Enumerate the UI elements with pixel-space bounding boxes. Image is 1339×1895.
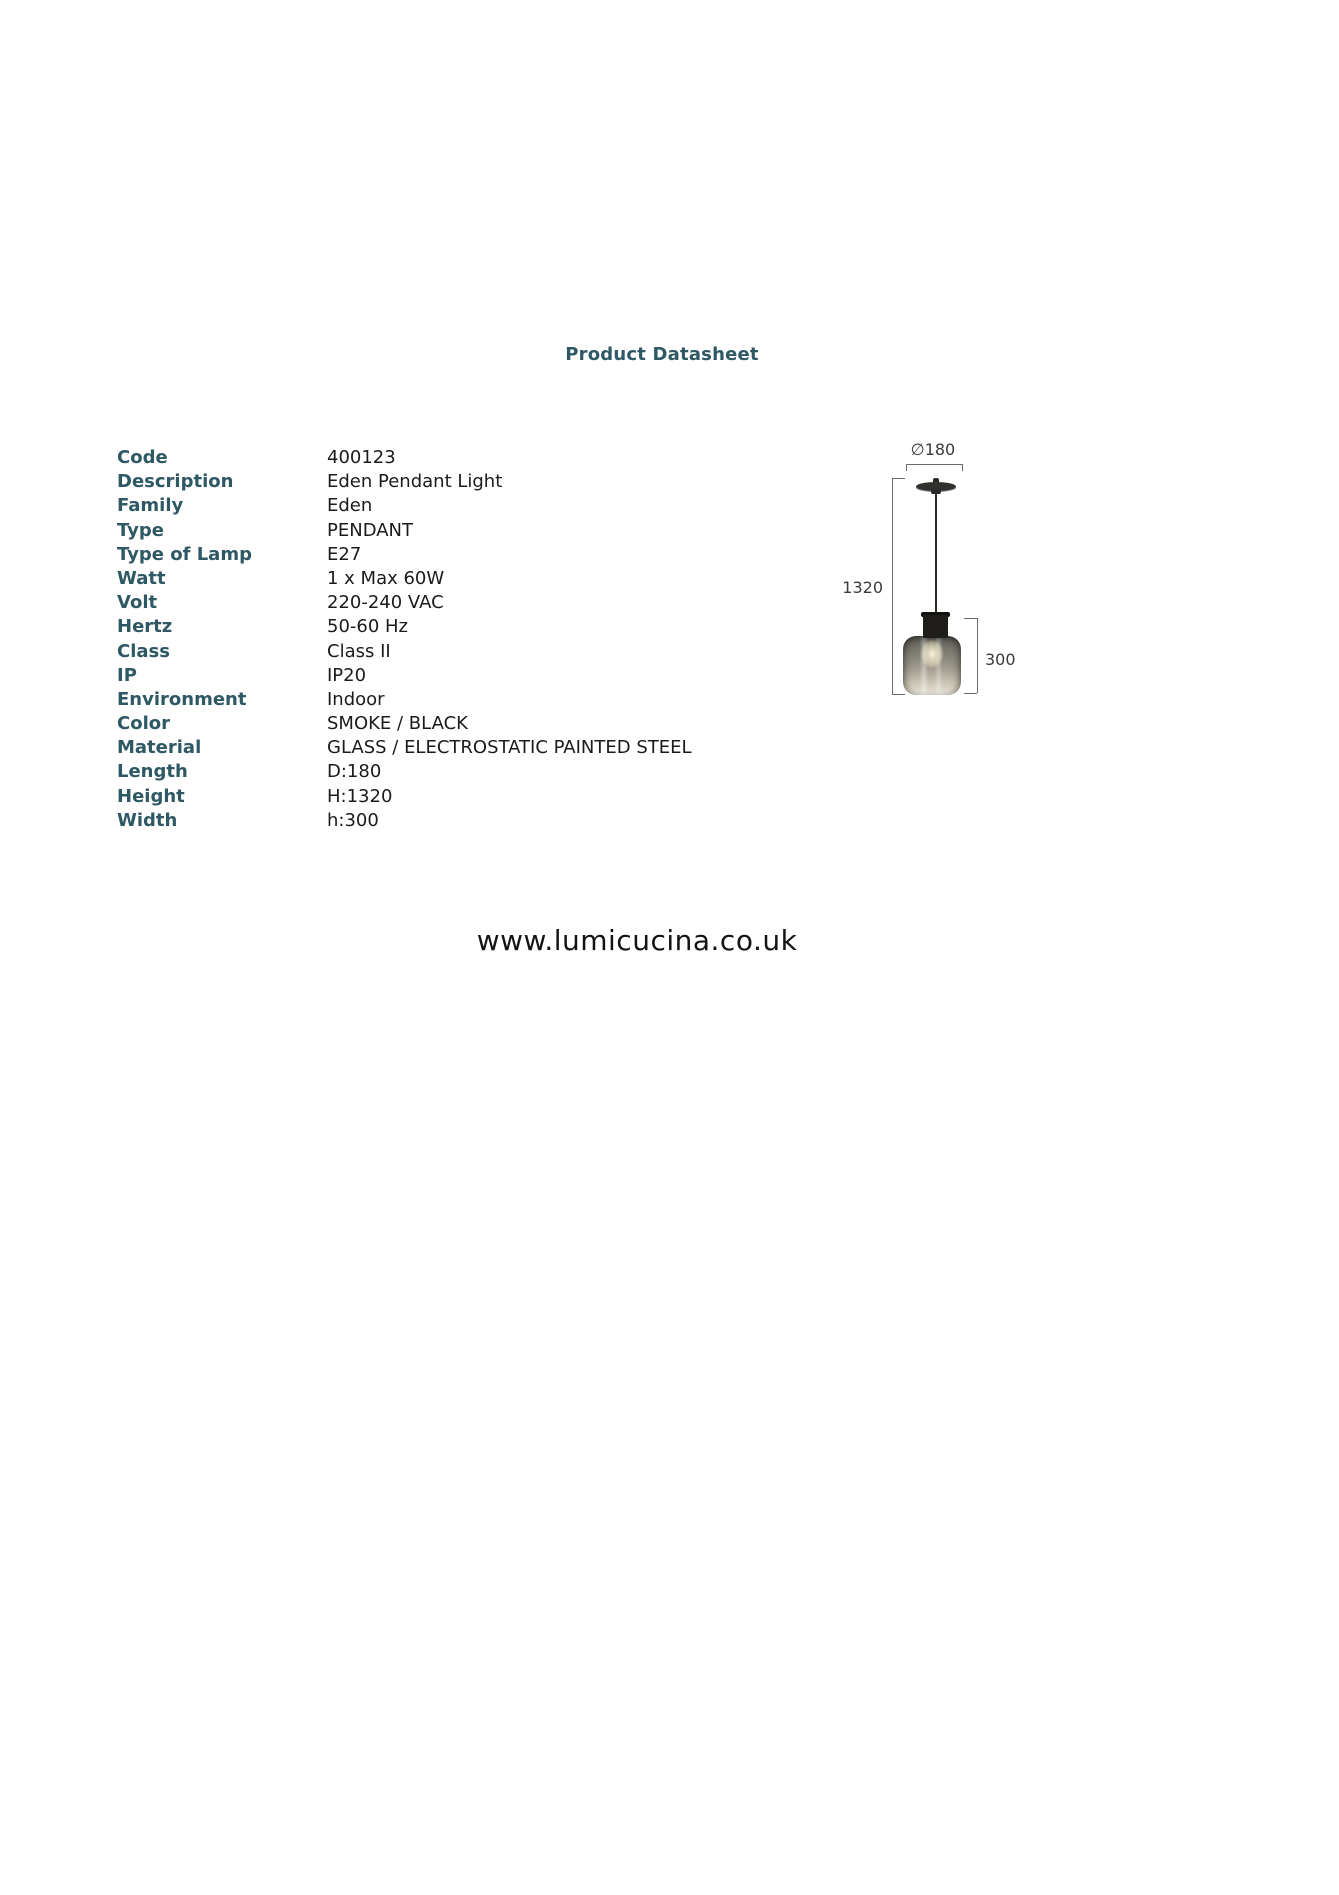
spec-value: H:1320 [327, 785, 393, 807]
spec-label: Height [117, 785, 185, 807]
spec-row [117, 470, 817, 494]
spec-value: SMOKE / BLACK [327, 713, 468, 735]
spec-table [117, 446, 817, 833]
lamp-socket [923, 615, 948, 638]
spec-value: GLASS / ELECTROSTATIC PAINTED STEEL [327, 737, 692, 759]
shade-height-dimension-line [977, 618, 978, 693]
spec-value: 220-240 VAC [327, 592, 444, 614]
suspension-cord [935, 494, 937, 616]
spec-label: Type of Lamp [117, 543, 252, 565]
spec-row [117, 736, 817, 760]
shade-height-bottom-tick [964, 693, 977, 694]
diameter-dimension-label: ∅180 [910, 440, 956, 459]
spec-value: Eden [327, 495, 373, 517]
spec-value: Indoor [327, 688, 385, 710]
spec-row [117, 519, 817, 543]
spec-row [117, 809, 817, 833]
spec-label: Environment [117, 688, 247, 710]
spec-value: h:300 [327, 809, 379, 831]
spec-value: IP20 [327, 664, 367, 686]
spec-label: Description [117, 471, 234, 493]
overall-height-dimension-line [892, 478, 893, 695]
overall-height-bottom-tick [892, 694, 905, 695]
page-title: Product Datasheet [565, 344, 759, 365]
spec-label: Class [117, 640, 170, 662]
spec-label: Hertz [117, 616, 173, 638]
spec-row [117, 640, 817, 664]
spec-row [117, 494, 817, 518]
spec-label: Type [117, 519, 164, 541]
smoke-glass-shade [903, 636, 961, 695]
spec-row [117, 688, 817, 712]
spec-row [117, 615, 817, 639]
diameter-dimension-bracket [906, 464, 963, 471]
pendant-dimension-diagram [835, 438, 1050, 708]
spec-row [117, 591, 817, 615]
overall-height-dimension-label: 1320 [842, 578, 883, 597]
spec-value: PENDANT [327, 519, 414, 541]
spec-value: 400123 [327, 447, 396, 468]
spec-value: Class II [327, 640, 391, 662]
spec-value: 1 x Max 60W [327, 567, 445, 589]
spec-label: Length [117, 761, 188, 783]
spec-label: IP [117, 664, 137, 686]
spec-label: Watt [117, 567, 166, 589]
spec-row [117, 543, 817, 567]
spec-row [117, 712, 817, 736]
spec-row [117, 760, 817, 784]
website-url: www.lumicucina.co.uk [476, 924, 798, 957]
spec-row [117, 664, 817, 688]
spec-label: Width [117, 809, 178, 831]
spec-value: 50-60 Hz [327, 616, 409, 638]
spec-label: Code [117, 447, 168, 468]
shade-height-top-tick [964, 618, 977, 619]
spec-label: Volt [117, 592, 158, 614]
shade-height-dimension-label: 300 [985, 650, 1016, 669]
spec-row [117, 446, 817, 470]
overall-height-top-tick [892, 478, 905, 479]
spec-label: Color [117, 713, 170, 735]
spec-row [117, 567, 817, 591]
spec-value: Eden Pendant Light [327, 471, 503, 493]
spec-value: D:180 [327, 761, 382, 783]
spec-label: Family [117, 495, 184, 517]
spec-value: E27 [327, 543, 362, 565]
spec-row [117, 785, 817, 809]
spec-label: Material [117, 737, 202, 759]
